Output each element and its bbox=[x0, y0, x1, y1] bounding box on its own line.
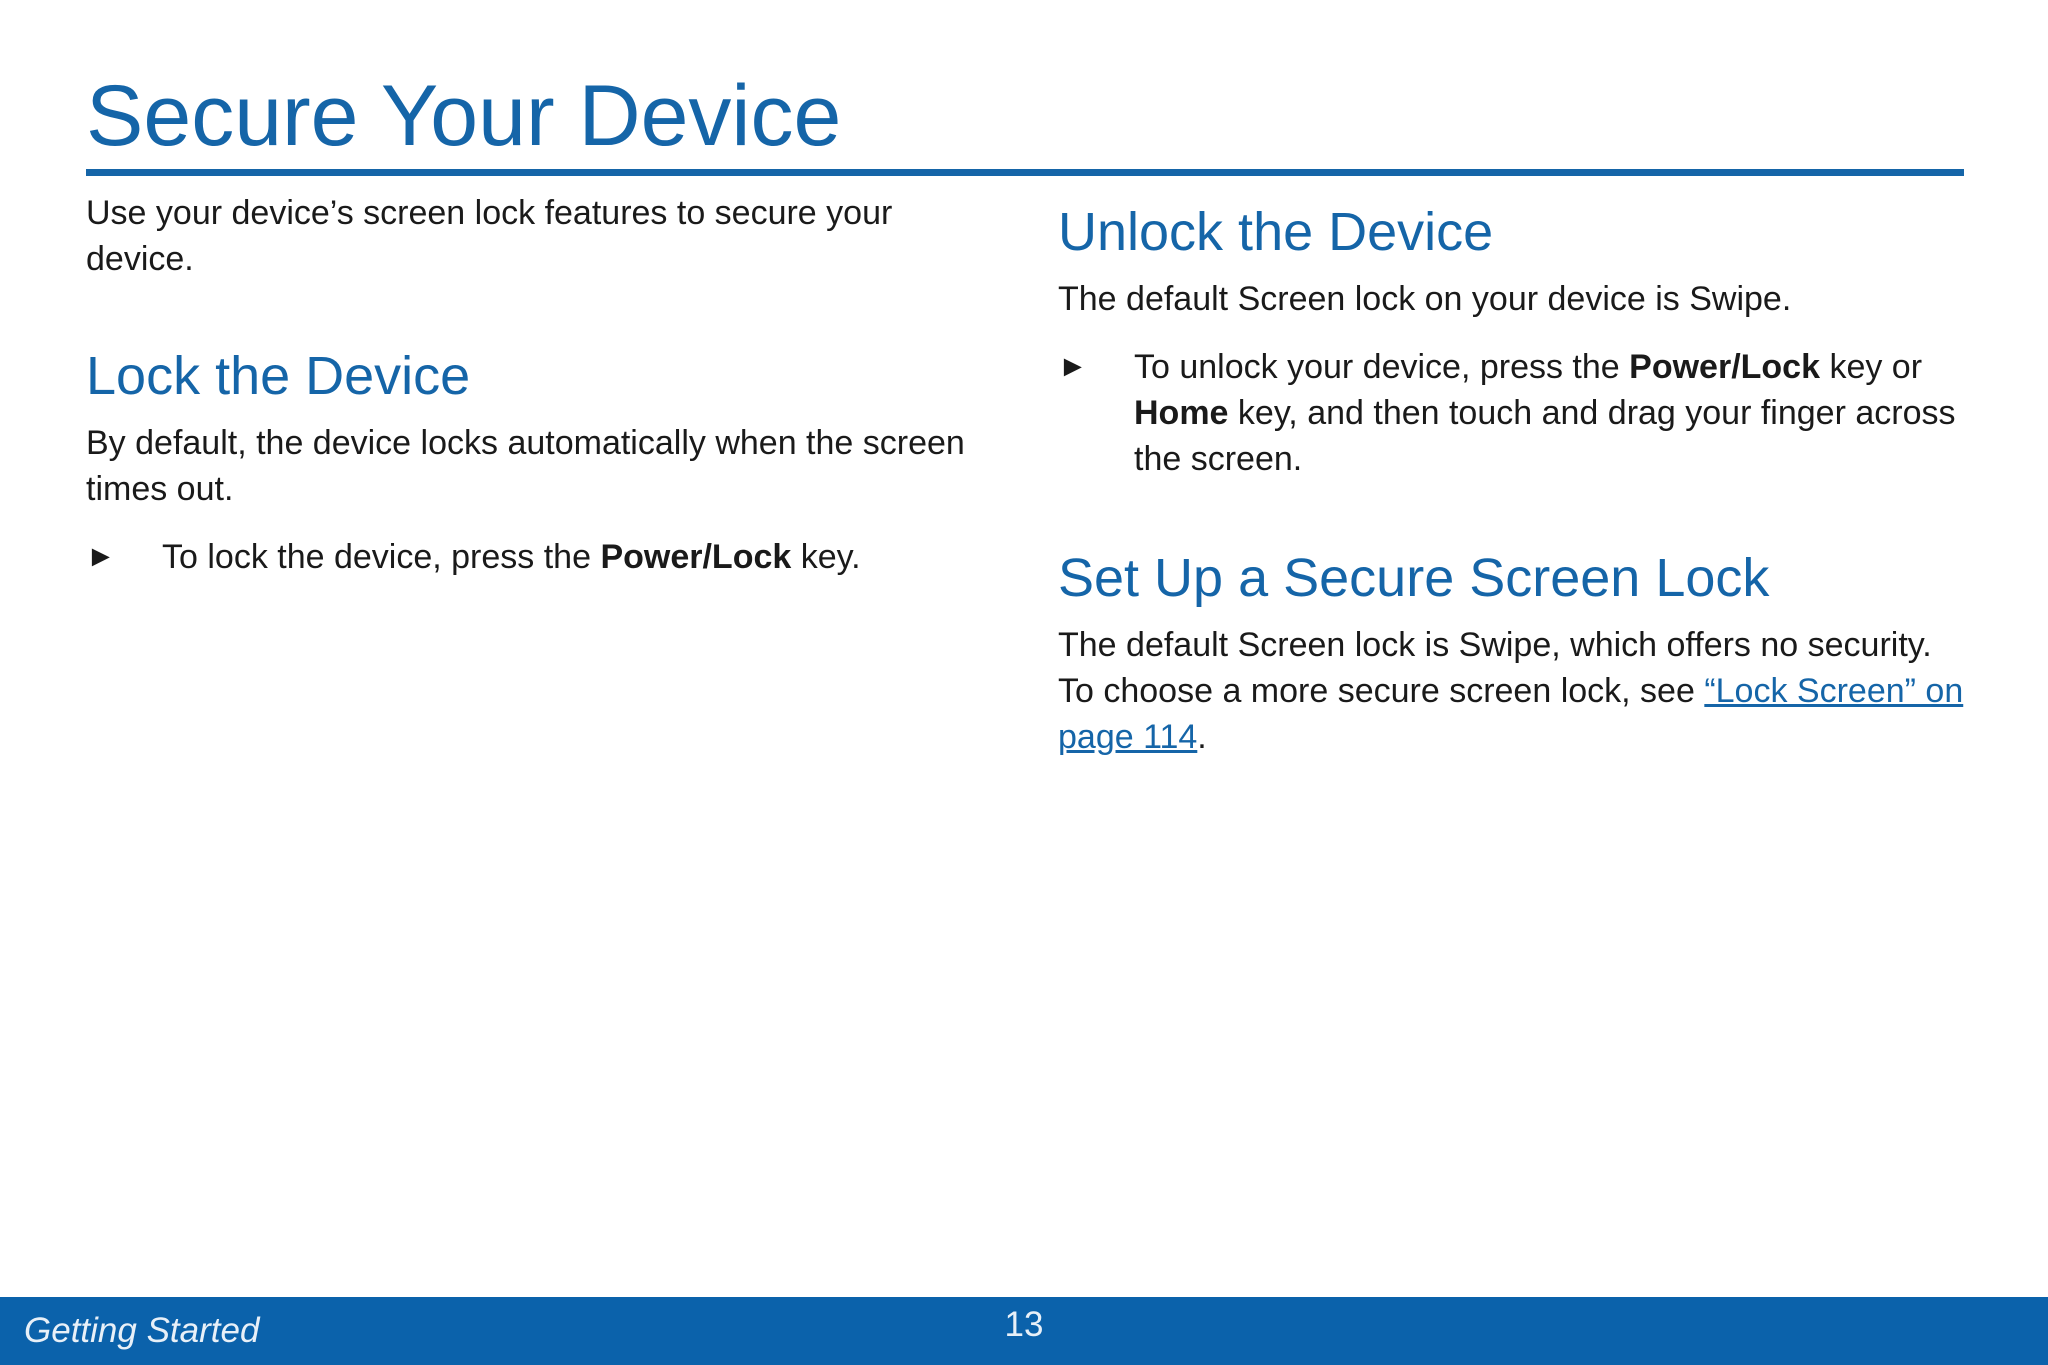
lock-device-bullet bbox=[86, 534, 986, 580]
page-title: Secure Your Device bbox=[86, 68, 842, 164]
paragraph-text: The default Screen lock is Swipe, which offers no security. To choose a more secure screen lock, see bbox=[1058, 626, 1932, 710]
instruction-text: To lock the device, press the bbox=[162, 538, 601, 576]
unlock-device-bullet bbox=[1058, 344, 1964, 482]
right-column bbox=[1058, 200, 1964, 760]
lock-device-heading: Lock the Device bbox=[86, 346, 471, 406]
unlock-device-heading: Unlock the Device bbox=[1058, 202, 1494, 262]
home-key-label: Home bbox=[1134, 394, 1229, 432]
instruction-text: key, and then touch and drag your finger across the screen. bbox=[1134, 394, 1956, 478]
lock-screen-page-link[interactable]: “Lock Screen” on page 114 bbox=[1058, 672, 1964, 756]
power-lock-key-label: Power/Lock bbox=[600, 538, 792, 576]
lock-device-paragraph: By default, the device locks automatically when the screen times out. bbox=[86, 424, 965, 508]
paragraph-text: . bbox=[1197, 718, 1207, 756]
footer-section-title: Getting Started bbox=[24, 1311, 260, 1350]
intro-paragraph: Use your device’s screen lock features to secure your device. bbox=[86, 194, 893, 278]
triangle-right-bullet-icon: ► bbox=[86, 540, 116, 573]
secure-screen-lock-paragraph bbox=[1058, 622, 1964, 760]
power-lock-key-label: Power/Lock bbox=[1629, 348, 1820, 386]
unlock-device-paragraph: The default Screen lock on your device is Swipe. bbox=[1058, 280, 1792, 318]
left-column bbox=[86, 190, 986, 580]
instruction-text: key or bbox=[1820, 348, 1923, 386]
triangle-right-bullet-icon: ► bbox=[1058, 350, 1088, 383]
lock-device-instruction bbox=[162, 534, 986, 580]
footer-bar bbox=[0, 1297, 2048, 1365]
page-number: 13 bbox=[1004, 1305, 1044, 1344]
instruction-text: key. bbox=[791, 538, 861, 576]
title-divider bbox=[86, 169, 1964, 176]
instruction-text: To unlock your device, press the bbox=[1134, 348, 1630, 386]
secure-screen-lock-heading: Set Up a Secure Screen Lock bbox=[1058, 548, 1770, 608]
unlock-device-instruction bbox=[1134, 344, 1964, 482]
